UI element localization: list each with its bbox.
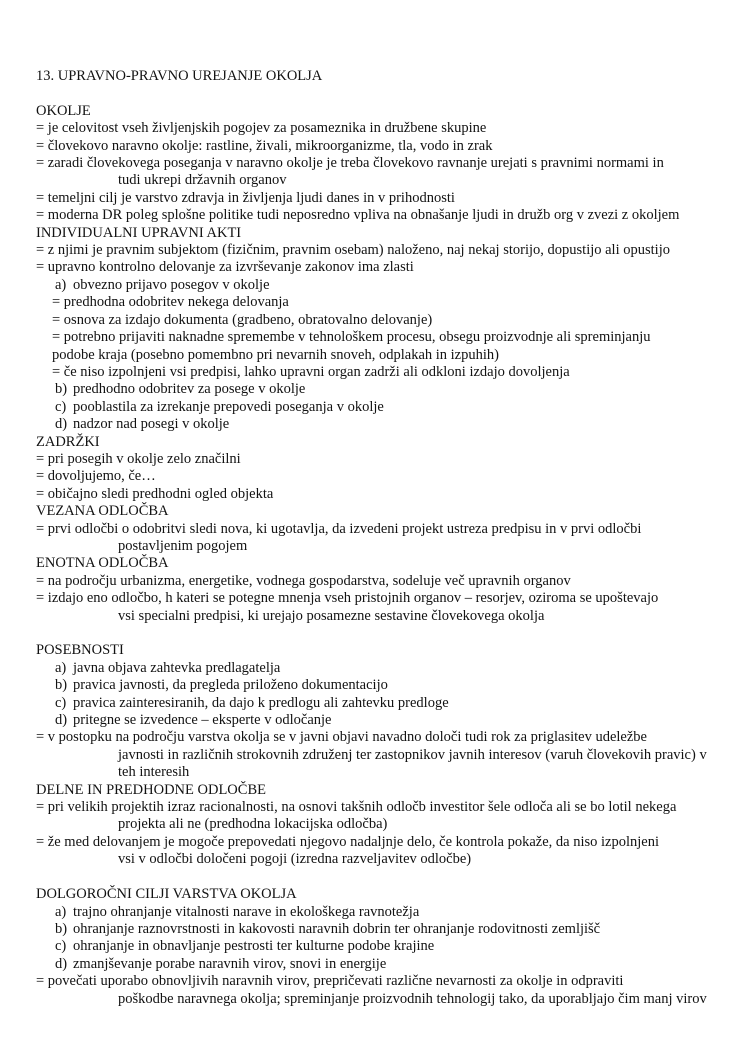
list-item — [36, 660, 714, 677]
list-marker: c) — [55, 398, 67, 415]
doc-title: 13. UPRAVNO-PRAVNO UREJANJE OKOLJA — [36, 68, 323, 84]
section-heading: OKOLJE — [36, 102, 91, 119]
blank-line — [36, 85, 714, 102]
continuation-line: projekta ali ne (predhodna lokacijska odločba) — [118, 816, 388, 833]
continuation-line: poškodbe naravnega okolja; spreminjanje proizvodnih tehnologij tako, da uporabljajo čim manj virov — [118, 990, 707, 1007]
list-marker: a) — [55, 659, 67, 676]
section-heading: VEZANA ODLOČBA — [36, 503, 169, 520]
continuation-line: vsi specialni predpisi, ki urejajo posamezne sestavine človekovega okolja — [118, 607, 545, 624]
sub-line: = osnova za izdajo dokumenta (gradbeno, obratovalno delovanje) — [52, 311, 433, 328]
body-line: = prvi odločbi o odobritvi sledi nova, ki ugotavlja, da izvedeni projekt ustreza predpisu in v prvi odločbi — [36, 520, 642, 537]
list-marker: b) — [55, 381, 68, 398]
body-line: = v postopku na področju varstva okolja se v javni objavi navadno določi tudi rok za priglasitev udeležbe — [36, 729, 647, 746]
body-line: = pri posegih v okolje zelo značilni — [36, 450, 241, 467]
document-body — [36, 68, 714, 1008]
body-line: = povečati uporabo obnovljivih naravnih virov, prepričevati različne nevarnosti za okolje in odpraviti — [36, 973, 624, 990]
continuation-line: postavljenim pogojem — [118, 537, 248, 554]
list-item — [36, 381, 714, 398]
body-line: = temeljni cilj je varstvo zdravja in življenja ljudi danes in v prihodnosti — [36, 189, 455, 206]
body-line: = zaradi človekovega poseganja v naravno okolje je treba človekovo ravnanje urejati s pravnimi normami in — [36, 155, 664, 172]
body-line: = na področju urbanizma, energetike, vodnega gospodarstva, sodeluje več upravnih organov — [36, 572, 571, 589]
list-item — [36, 416, 714, 433]
body-line: = človekovo naravno okolje: rastline, živali, mikroorganizme, tla, vodo in zrak — [36, 137, 493, 154]
list-item-text: pooblastila za izrekanje prepovedi poseganja v okolje — [73, 398, 384, 415]
body-line: = je celovitost vseh življenjskih pogojev za posameznika in družbene skupine — [36, 120, 487, 137]
body-line: = izdajo eno odločbo, h kateri se potegne mnenja vseh pristojnih organov – resorjev, oziroma se upoštevajo — [36, 590, 659, 607]
list-marker: d) — [55, 416, 68, 433]
list-item — [36, 677, 714, 694]
list-marker: c) — [55, 694, 67, 711]
list-marker: a) — [55, 903, 67, 920]
section-heading: DELNE IN PREDHODNE ODLOČBE — [36, 781, 266, 798]
continuation-line: tudi ukrepi državnih organov — [118, 172, 287, 189]
list-item — [36, 921, 714, 938]
list-item — [36, 938, 714, 955]
continuation-line: teh interesih — [118, 764, 190, 781]
body-line: = upravno kontrolno delovanje za izvrševanje zakonov ima zlasti — [36, 259, 414, 276]
body-line: = običajno sledi predhodni ogled objekta — [36, 485, 274, 502]
blank-line — [36, 869, 714, 886]
list-item-text: pravica zainteresiranih, da dajo k predlogu ali zahtevku predloge — [73, 694, 449, 711]
list-marker: c) — [55, 938, 67, 955]
list-marker: b) — [55, 677, 68, 694]
blank-line — [36, 625, 714, 642]
body-line: = z njimi je pravnim subjektom (fizičnim, pravnim osebam) naloženo, naj nekaj storijo, dopustijo ali opustijo — [36, 242, 670, 259]
list-item-text: pritegne se izvedence – eksperte v odločanje — [73, 712, 332, 729]
body-line: = že med delovanjem je mogoče prepovedati njegovo nadaljnje delo, če kontrola pokaže, da niso izpolnjeni — [36, 833, 660, 850]
list-item — [36, 956, 714, 973]
sub-line: podobe kraja (posebno pomembno pri nevarnih snoveh, odplakah in izpuhih) — [52, 346, 499, 363]
body-line: = pri velikih projektih izraz racionalnosti, na osnovi takšnih odločb investitor šele odloča ali se bo lotil nekega — [36, 799, 677, 816]
section-heading: ZADRŽKI — [36, 433, 100, 450]
list-item — [36, 712, 714, 729]
list-item-text: predhodno odobritev za posege v okolje — [73, 381, 306, 398]
section-heading: ENOTNA ODLOČBA — [36, 555, 169, 572]
continuation-line: vsi v odločbi določeni pogoji (izredna razveljavitev odločbe) — [118, 851, 472, 868]
list-item-text: pravica javnosti, da pregleda priloženo dokumentacijo — [73, 677, 388, 694]
section-heading: POSEBNOSTI — [36, 642, 124, 659]
list-marker: d) — [55, 955, 68, 972]
body-line: = dovoljujemo, če… — [36, 468, 156, 485]
list-item-text: ohranjanje in obnavljanje pestrosti ter kulturne podobe krajine — [73, 938, 435, 955]
list-marker: b) — [55, 920, 68, 937]
list-item-text: zmanjševanje porabe naravnih virov, snovi in energije — [73, 955, 387, 972]
section-heading: DOLGOROČNI CILJI VARSTVA OKOLJA — [36, 886, 297, 903]
list-item-text: ohranjanje raznovrstnosti in kakovosti naravnih dobrin ter ohranjanje rodovitnosti zemljišč — [73, 920, 601, 937]
section-heading: INDIVIDUALNI UPRAVNI AKTI — [36, 224, 242, 241]
list-item — [36, 695, 714, 712]
list-item-text: javna objava zahtevka predlagatelja — [73, 659, 281, 676]
list-item — [36, 399, 714, 416]
sub-line: = če niso izpolnjeni vsi predpisi, lahko upravni organ zadrži ali odkloni izdajo dovoljenja — [52, 363, 570, 380]
list-marker: d) — [55, 712, 68, 729]
list-marker: a) — [55, 276, 67, 293]
list-item — [36, 904, 714, 921]
list-item — [36, 277, 714, 294]
list-item-text: nadzor nad posegi v okolje — [73, 416, 230, 433]
sub-line: = potrebno prijaviti naknadne spremembe v tehnološkem procesu, obsegu proizvodnje ali spreminjanju — [52, 329, 651, 346]
list-item-text: trajno ohranjanje vitalnosti narave in ekološkega ravnotežja — [73, 903, 420, 920]
sub-line: = predhodna odobritev nekega delovanja — [52, 294, 289, 311]
continuation-line: javnosti in različnih strokovnih združenj ter zastopnikov javnih interesov (varuh človekovih pravic) v — [118, 746, 707, 763]
list-item-text: obvezno prijavo posegov v okolje — [73, 276, 270, 293]
body-line: = moderna DR poleg splošne politike tudi neposredno vpliva na obnašanje ljudi in družb org v zvezi z okoljem — [36, 207, 680, 224]
